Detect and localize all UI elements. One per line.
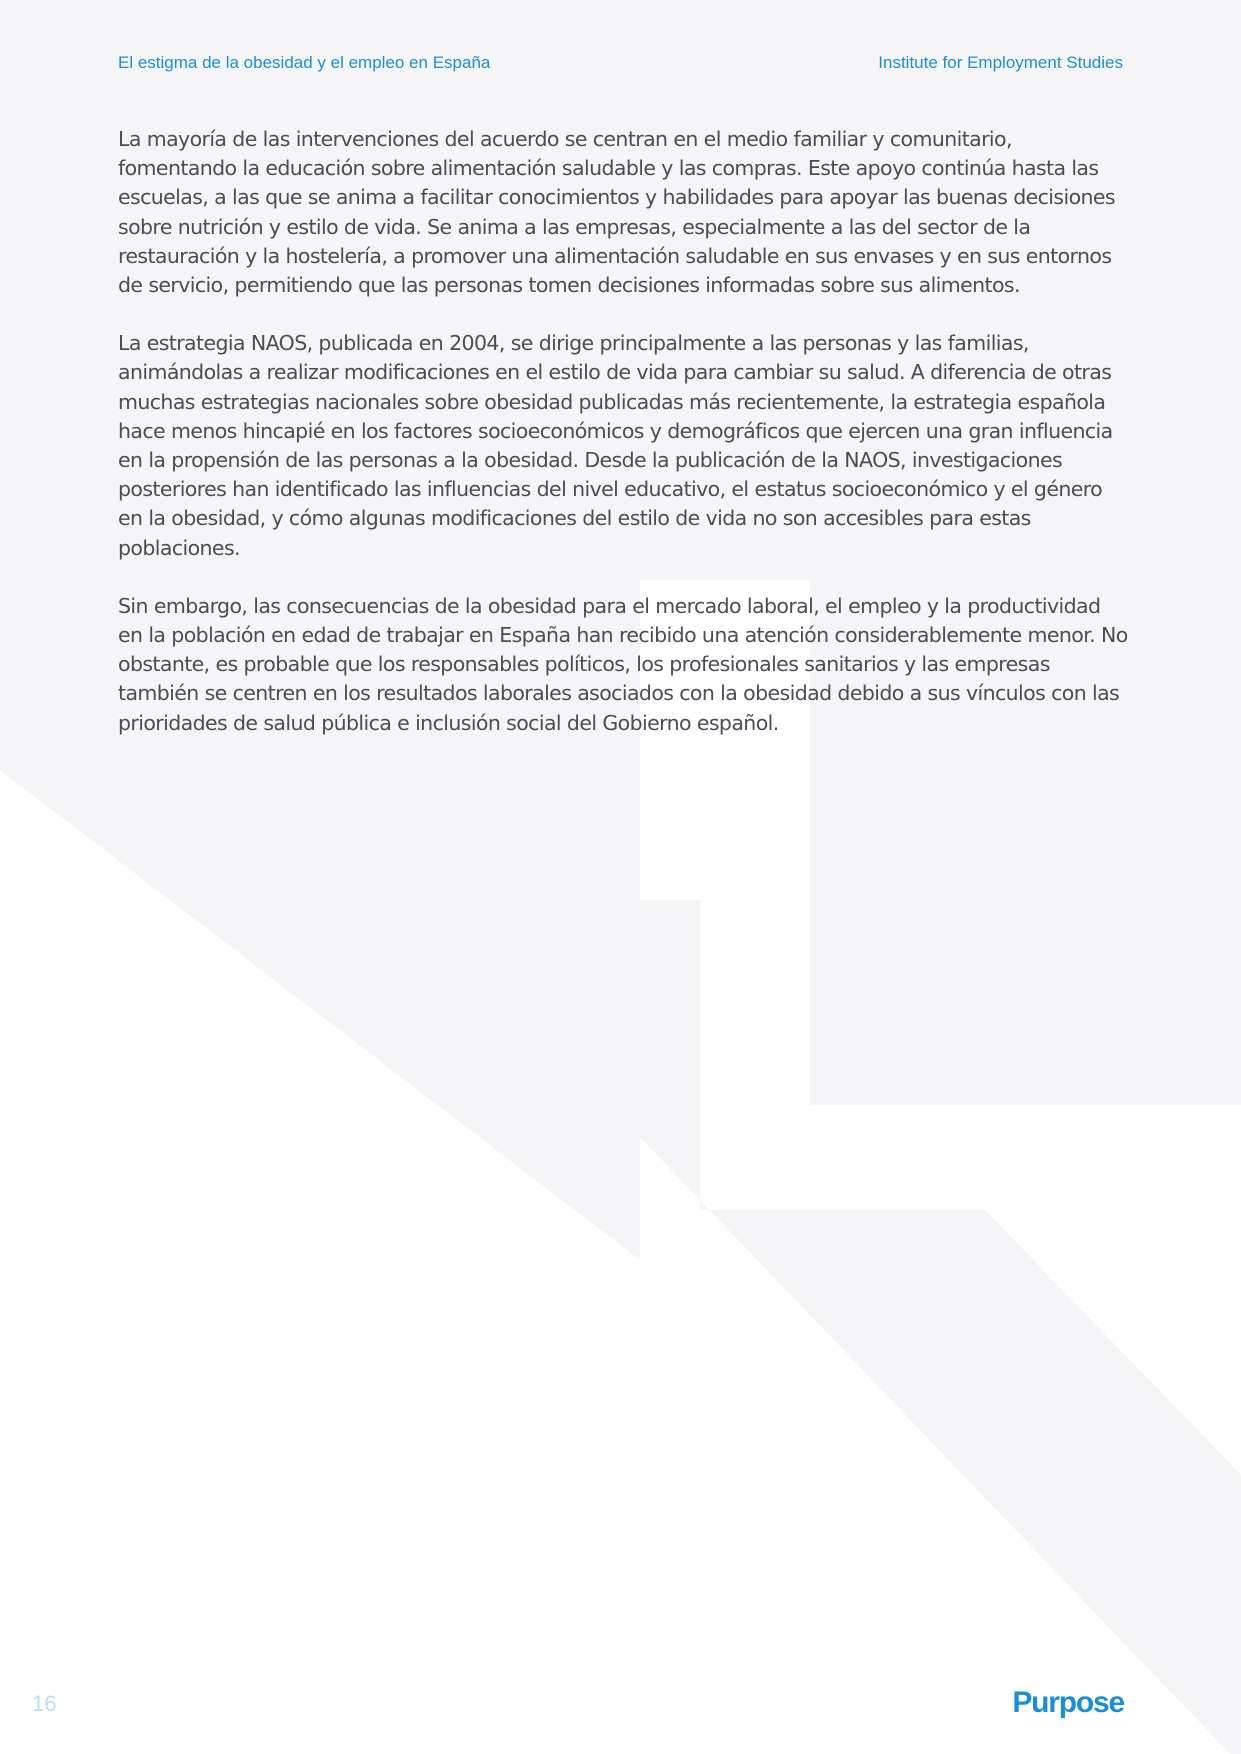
publisher-name: Institute for Employment Studies: [878, 53, 1123, 72]
body-text: [118, 125, 1128, 767]
purpose-logo: Purpose: [1012, 1686, 1124, 1719]
paragraph: Sin embargo, las consecuencias de la obesidad para el mercado laboral, el empleo y la productividad en la población en edad de trabajar en España han recibido una atención considerablemente menor. No obstante, es probable que los responsables políticos, los profesionales sanitarios y las empresas también se centren en los resultados laborales asociados con la obesidad debido a sus vínculos con las prioridades de salud pública e inclusión social del Gobierno español.: [118, 593, 1128, 735]
running-header: [118, 50, 1123, 76]
paragraph: La mayoría de las intervenciones del acuerdo se centran en el medio familiar y comunitario, fomentando la educación sobre alimentación saludable y las compras. Este apoyo continúa hasta las escuelas, a las que se anima a facilitar conocimientos y habilidades para apoyar las buenas decisiones sobre nutrición y estilo de vida. Se anima a las empresas, especialmente a las del sector de la restauración y la hostelería, a promover una alimentación saludable en sus envases y en sus entornos de servicio, permitiendo que las personas tomen decisiones informadas sobre sus alimentos.: [118, 127, 1115, 298]
document-title: El estigma de la obesidad y el empleo en España: [118, 53, 491, 72]
page-number: 16: [32, 1691, 57, 1716]
paragraph: La estrategia NAOS, publicada en 2004, se dirige principalmente a las personas y las familias, animándolas a realizar modificaciones en el estilo de vida para cambiar su salud. A diferencia de otras muchas estrategias nacionales sobre obesidad publicadas más recientemente, la estrategia española hace menos hincapié en los factores socioeconómicos y demográficos que ejercen una gran influencia en la propensión de las personas a la obesidad. Desde la publicación de la NAOS, investigaciones posteriores han identificado las influencias del nivel educativo, el estatus socioeconómico y el género en la obesidad, y cómo algunas modificaciones del estilo de vida no son accesibles para estas poblaciones.: [118, 331, 1113, 560]
